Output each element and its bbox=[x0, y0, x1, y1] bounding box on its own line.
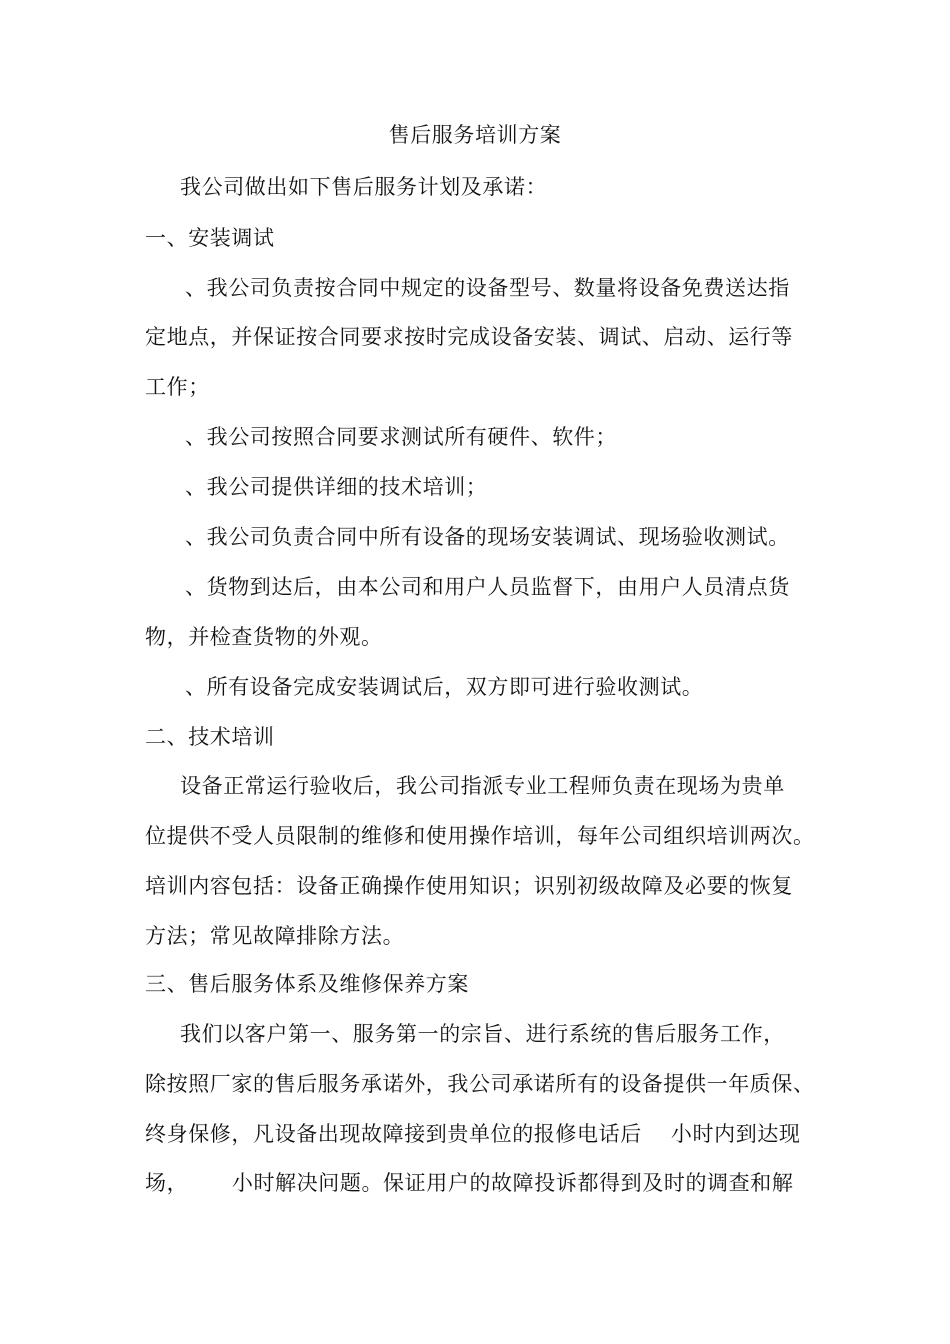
list-item: 、所有设备完成安装调试后，双方即可进行验收测试。 bbox=[185, 675, 704, 699]
list-item: 、我公司提供详细的技术培训； bbox=[185, 475, 488, 499]
paragraph-line: 我们以客户第一、服务第一的宗旨、进行系统的售后服务工作， bbox=[180, 1022, 785, 1046]
paragraph-line: 终身保修，凡设备出现故障接到贵单位的报修电话后 小时内到达现 bbox=[145, 1122, 801, 1146]
paragraph-line: 培训内容包括：设备正确操作使用知识；识别初级故障及必要的恢复 bbox=[145, 874, 793, 898]
paragraph-line: 方法；常见故障排除方法。 bbox=[145, 924, 405, 948]
list-item: 、我公司按照合同要求测试所有硬件、软件； bbox=[185, 425, 617, 449]
paragraph-line: 除按照厂家的售后服务承诺外，我公司承诺所有的设备提供一年质保、 bbox=[145, 1072, 815, 1096]
section-heading-installation: 一、安装调试 bbox=[145, 226, 275, 250]
section-heading-service-system: 三、售后服务体系及维修保养方案 bbox=[145, 972, 469, 996]
paragraph-line: 、我公司负责按合同中规定的设备型号、数量将设备免费送达指 bbox=[185, 276, 790, 300]
intro-paragraph: 我公司做出如下售后服务计划及承诺： bbox=[180, 175, 548, 199]
paragraph-line: 场， 小时解决问题。保证用户的故障投诉都得到及时的调查和解 bbox=[145, 1171, 794, 1195]
paragraph-line: 物，并检查货物的外观。 bbox=[145, 625, 383, 649]
paragraph-line: 位提供不受人员限制的维修和使用操作培训，每年公司组织培训两次。 bbox=[145, 824, 815, 848]
paragraph-line: 工作； bbox=[145, 375, 210, 399]
list-item: 、我公司负责合同中所有设备的现场安装调试、现场验收测试。 bbox=[185, 525, 790, 549]
document-title: 售后服务培训方案 bbox=[388, 123, 562, 147]
paragraph-line: 设备正常运行验收后，我公司指派专业工程师负责在现场为贵单 bbox=[180, 774, 785, 798]
section-heading-training: 二、技术培训 bbox=[145, 725, 275, 749]
list-item: 、货物到达后，由本公司和用户人员监督下，由用户人员清点货 bbox=[185, 575, 790, 599]
paragraph-line: 定地点，并保证按合同要求按时完成设备安装、调试、启动、运行等 bbox=[145, 325, 793, 349]
